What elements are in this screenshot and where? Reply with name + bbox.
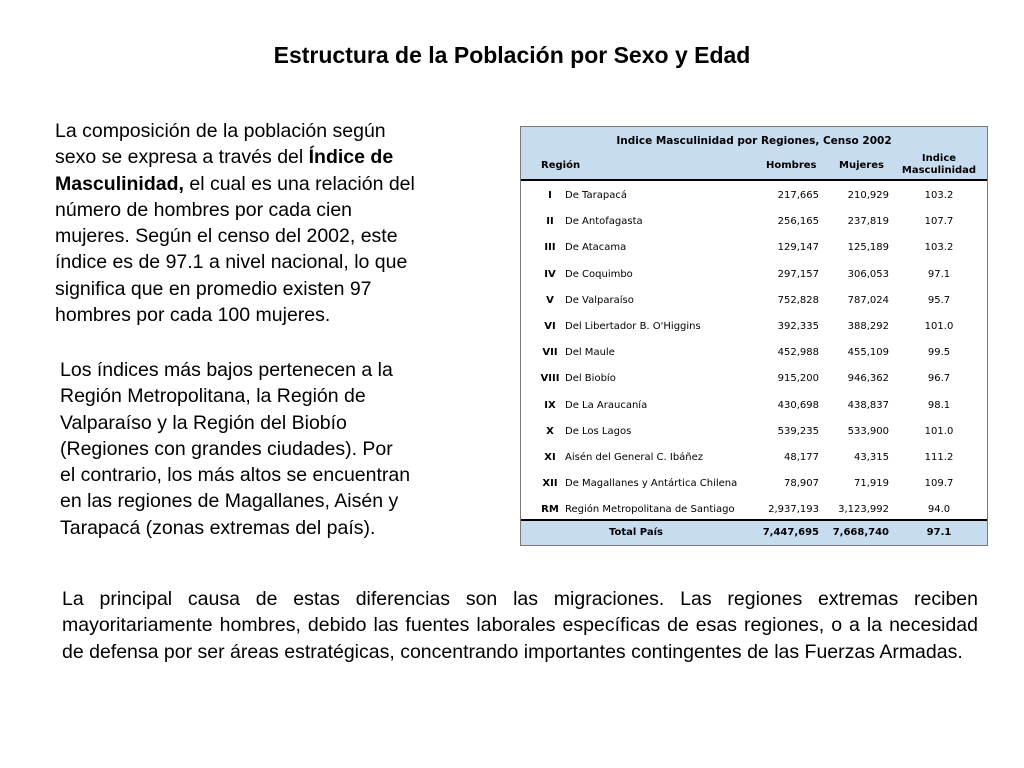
row-indice: 101.0 (924, 425, 954, 437)
row-region-name: Del Maule (565, 347, 615, 359)
table-row (521, 471, 987, 497)
table-row (521, 445, 987, 471)
row-region-name: De Antofagasta (565, 216, 643, 228)
row-number: II (546, 216, 554, 228)
paragraph-masculinity-intro (55, 118, 490, 328)
paragraph-migration-cause: La principal causa de estas diferencias son las migraciones. Las regiones extremas reciben mayoritariamente hombres, debido las fuentes laborales específicas de esas regiones, o a la necesidad de defensa por ser áreas estratégicas, concentrando importantes contingentes de las Fuerzas Armadas. (62, 588, 978, 663)
p1-bold-term: Masculinidad, (55, 172, 184, 195)
total-hombres: 7,447,695 (762, 527, 819, 538)
row-mujeres: 946,362 (847, 373, 889, 385)
row-region-name: De Valparaíso (565, 294, 634, 306)
row-indice: 96.7 (927, 373, 951, 385)
row-mujeres: 3,123,992 (838, 504, 889, 516)
header-region: Región (541, 159, 581, 171)
header-indice (901, 151, 977, 179)
table-row (521, 183, 987, 209)
row-indice: 94.0 (927, 504, 951, 516)
row-hombres: 129,147 (777, 242, 819, 254)
row-region-name: De La Araucanía (565, 399, 648, 411)
row-region-name: De Los Lagos (565, 425, 632, 437)
row-hombres: 2,937,193 (768, 504, 819, 516)
row-region-name: De Atacama (565, 242, 627, 254)
row-indice: 107.7 (924, 216, 954, 228)
row-hombres: 297,157 (777, 268, 819, 280)
row-number: RM (541, 504, 559, 516)
p2-line: en las regiones de Magallanes, Aisén y (60, 490, 399, 513)
row-number: X (546, 425, 554, 437)
row-hombres: 539,235 (777, 425, 819, 437)
row-number: VII (542, 347, 558, 359)
header-mujeres: Mujeres (839, 159, 884, 171)
row-region-name: De Coquimbo (565, 268, 633, 280)
row-mujeres: 388,292 (847, 320, 889, 332)
table-row (521, 262, 987, 288)
header-indice-line2: Masculinidad (901, 165, 977, 176)
p1-line: significa que en promedio existen 97 (55, 277, 372, 300)
p1-line: mujeres. Según el censo del 2002, este (55, 225, 398, 248)
row-region-name: Región Metropolitana de Santiago (565, 504, 735, 516)
p2-line: Tarapacá (zonas extremas del país). (60, 516, 376, 539)
row-mujeres: 125,189 (847, 242, 889, 254)
header-hombres: Hombres (766, 159, 817, 171)
row-hombres: 452,988 (777, 347, 819, 359)
row-indice: 97.1 (927, 268, 951, 280)
table-row (521, 209, 987, 235)
total-mujeres: 7,668,740 (832, 527, 889, 538)
table-title: Indice Masculinidad por Regiones, Censo 2002 (521, 127, 987, 151)
row-number: IX (544, 399, 556, 411)
p2-line: (Regiones con grandes ciudades). Por (60, 437, 393, 460)
row-indice: 99.5 (927, 347, 951, 359)
page-title: Estructura de la Población por Sexo y Edad (273, 42, 751, 68)
row-indice: 101.0 (924, 320, 954, 332)
p1-line: hombres por cada 100 mujeres. (55, 304, 331, 327)
row-mujeres: 43,315 (854, 451, 889, 463)
row-mujeres: 787,024 (847, 294, 889, 306)
row-mujeres: 237,819 (847, 216, 889, 228)
p1-line: número de hombres por cada cien (55, 198, 353, 221)
row-hombres: 256,165 (777, 216, 819, 228)
p2-line: Valparaíso y la Región del Biobío (60, 411, 347, 434)
row-number: I (548, 190, 552, 201)
table-row (521, 235, 987, 261)
p1-line: La composición de la población según (55, 120, 386, 142)
row-region-name: De Magallanes y Antártica Chilena (565, 478, 738, 490)
total-indice: 97.1 (926, 527, 952, 538)
row-number: III (544, 242, 556, 254)
table-row (521, 366, 987, 392)
row-indice: 98.1 (927, 399, 951, 411)
p2-line: Región Metropolitana, la Región de (60, 385, 366, 408)
row-hombres: 752,828 (777, 294, 819, 306)
paragraph-lowest-highest (60, 357, 480, 541)
row-mujeres: 455,109 (847, 347, 889, 359)
row-mujeres: 533,900 (847, 425, 889, 437)
p2-line: el contrario, los más altos se encuentran (60, 464, 411, 487)
row-hombres: 430,698 (777, 399, 819, 411)
p1-line: sexo se expresa a través del (55, 146, 309, 169)
masculinity-table (520, 126, 988, 546)
row-hombres: 392,335 (777, 320, 819, 332)
row-number: XI (544, 451, 556, 463)
table-row (521, 314, 987, 340)
row-region-name: Aisén del General C. Ibáñez (565, 451, 704, 463)
row-hombres: 915,200 (777, 373, 819, 385)
table-body (521, 183, 987, 523)
row-number: VI (544, 320, 556, 332)
table-row (521, 340, 987, 366)
row-mujeres: 71,919 (854, 478, 889, 490)
row-mujeres: 210,929 (847, 190, 889, 201)
row-number: V (546, 294, 554, 306)
row-region-name: Del Biobío (565, 373, 616, 385)
p1-bold-term: Índice de (308, 146, 394, 169)
row-hombres: 78,907 (784, 478, 819, 490)
row-mujeres: 438,837 (847, 399, 889, 411)
table-row (521, 288, 987, 314)
row-number: IV (544, 268, 556, 280)
row-mujeres: 306,053 (847, 268, 889, 280)
row-indice: 103.2 (924, 190, 954, 201)
table-total-row (521, 519, 987, 545)
row-indice: 95.7 (927, 294, 951, 306)
row-indice: 111.2 (924, 451, 954, 463)
p1-line: índice es de 97.1 a nivel nacional, lo que (55, 251, 408, 274)
p2-line: Los índices más bajos pertenecen a la (60, 359, 393, 381)
row-region-name: De Tarapacá (565, 190, 627, 201)
row-hombres: 48,177 (784, 451, 819, 463)
row-number: VIII (540, 373, 560, 385)
row-indice: 103.2 (924, 242, 954, 254)
p1-line: el cual es una relación del (183, 172, 415, 195)
row-region-name: Del Libertador B. O'Higgins (565, 320, 701, 332)
table-row (521, 393, 987, 419)
row-indice: 109.7 (924, 478, 954, 490)
table-header (521, 151, 987, 181)
row-hombres: 217,665 (777, 190, 819, 201)
header-indice-line1: Indice (921, 153, 957, 164)
row-number: XII (542, 478, 558, 490)
total-label: Total País (609, 527, 663, 538)
table-row (521, 419, 987, 445)
